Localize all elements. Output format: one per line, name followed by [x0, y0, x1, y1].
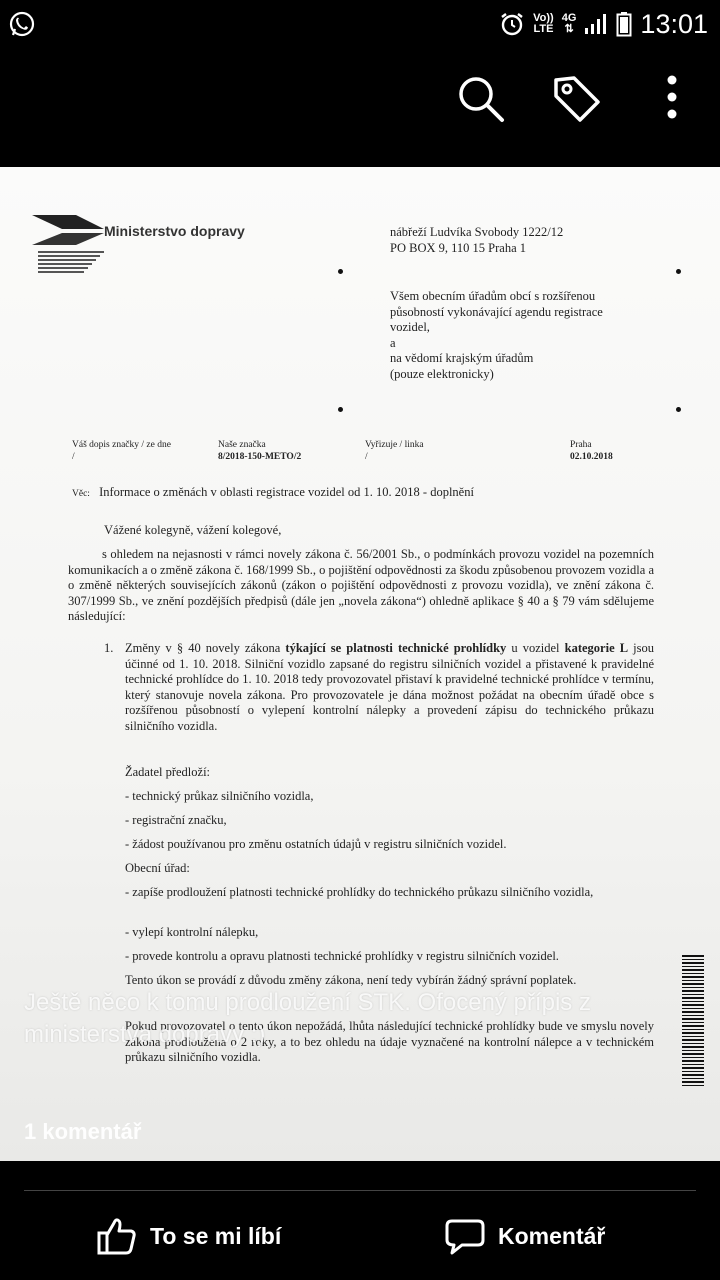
intro-paragraph: s ohledem na nejasnosti v rámci novely zákona č. 56/2001 Sb., o podmínkách provozu vozidel na pozemních komunikacích a o změně zákona č. 168/1999 Sb., o pojištění odpovědnosti za škodu způsobenou provozem vozidla a o změně některých souvisejících zákonů (zákon o pojištění odpovědnosti z provozu vozidla), ve znění zákona č. 307/1999 Sb., ve znění pozdějších předpisů (dále jen „novela zákona“) ohledně aplikace § 40 a § 79 vám sdělujeme následující: [68, 547, 654, 623]
ref-value: 02.10.2018 [570, 452, 613, 462]
item-paragraph [125, 641, 654, 734]
battery-icon [616, 11, 632, 37]
dot [676, 269, 681, 274]
office-item: - zapíše prodloužení platnosti technické prohlídky do technického průkazu silničního vozidla, [125, 885, 594, 899]
more-vert-icon[interactable] [644, 70, 700, 126]
dot [338, 407, 343, 412]
network-indicator [562, 13, 577, 35]
address-line: PO BOX 9, 110 15 Praha 1 [390, 240, 526, 255]
ref-value: / [365, 452, 368, 462]
ref-label: Praha [570, 440, 592, 450]
applicant-item: - technický průkaz silničního vozidla, [125, 789, 314, 803]
post-caption[interactable]: Ještě něco k tomu prodloužení STK. Ofocený přípis z ministerstva dopravy :) [24, 989, 591, 1048]
item-number: 1. [104, 641, 114, 655]
recipient-line: na vědomí krajským úřadům [390, 351, 534, 365]
volte-indicator [533, 13, 554, 35]
ref-value: / [72, 452, 75, 462]
divider [24, 1190, 696, 1191]
fee-note: Tento úkon se provádí z důvodu změny zákona, není tedy vybírán žádný správní poplatek. [125, 973, 577, 987]
search-icon[interactable] [452, 70, 508, 126]
item-bold: kategorie L [564, 641, 629, 655]
bottom-bar [0, 1161, 720, 1280]
action-bar [0, 50, 720, 167]
item-text: u vozidel [506, 641, 565, 655]
office-item: - vylepí kontrolní nálepku, [125, 925, 259, 939]
volte-label: Vo)) [533, 12, 554, 24]
applicant-item: - žádost používanou pro změnu ostatních údajů v registru silničních vozidel. [125, 837, 507, 851]
comments-count[interactable]: 1 komentář [24, 1119, 142, 1144]
applicant-item: - registrační značku, [125, 813, 227, 827]
dot [676, 407, 681, 412]
ref-value: 8/2018-150-METO/2 [218, 452, 302, 462]
thumbs-up-icon [96, 1215, 138, 1257]
final-paragraph: Pokud provozovatel o tento úkon nepožádá, lhůta následující technické prohlídky bude ve smyslu novely zákona prodloužena o 2 roky, a to bez ohledu na údaje vyznačené na kontrolní nálepce a v technickém průkazu silničního vozidla. [125, 1019, 654, 1064]
like-button[interactable] [96, 1213, 281, 1259]
ministry-name: Ministerstvo dopravy [104, 223, 245, 239]
ref-handled [365, 439, 424, 463]
item-text: jsou účinné od 1. 10. 2018. Silniční vozidlo zapsané do registru silničních vozidel a přistavené k pravidelné technické prohlídce do 1. 10. 2018 tedy provozovatel přistaví k pravidelné technické prohlídce v termínu, který stanovuje novela zákona. Pro provozovatele je dána možnost požádat na obecním úřadě obce s rozšířenou působností o vylepení kontrolní nálepky a provedení zápisu do technického průkazu silničního vozidla. [125, 641, 654, 733]
office-heading: Obecní úřad: [125, 861, 190, 875]
data-arrows-icon: ⇅ [564, 23, 574, 35]
subject-text: Informace o změnách v oblasti registrace vozidel od 1. 10. 2018 - doplnění [99, 485, 474, 499]
address-line: nábřeží Ludvíka Svobody 1222/12 [390, 225, 564, 239]
post-photo[interactable] [0, 167, 720, 1161]
ministry-address [390, 225, 563, 256]
ref-label: Naše značka [218, 440, 266, 450]
comment-label: Komentář [498, 1222, 606, 1249]
tag-icon[interactable] [548, 70, 604, 126]
whatsapp-notification-icon [8, 10, 36, 38]
item-bold: týkající se platnosti technické prohlídky [285, 641, 507, 655]
comment-button[interactable] [444, 1213, 605, 1259]
ref-our [218, 439, 301, 463]
network-label: 4G [561, 12, 577, 24]
status-bar [0, 0, 720, 50]
greeting: Vážené kolegyně, vážení kolegové, [104, 523, 282, 537]
subject-line [72, 485, 672, 501]
alarm-icon [499, 11, 525, 37]
signal-icon [584, 13, 608, 35]
applicant-heading: Žadatel předloží: [125, 765, 211, 779]
recipient-line: vozidel, [390, 320, 430, 334]
office-item: - provede kontrolu a opravu platnosti technické prohlídky v registru silničních vozidel. [125, 949, 559, 963]
dot [338, 269, 343, 274]
comment-bubble-icon [444, 1215, 486, 1257]
ref-date [570, 439, 613, 463]
recipient-block [390, 289, 603, 382]
ref-label: Váš dopis značky / ze dne [72, 440, 171, 450]
like-label: To se mi líbí [150, 1222, 282, 1249]
item-text: Změny v § 40 novely zákona [125, 641, 286, 655]
recipient-line: Všem obecním úřadům obcí s rozšířenou [390, 289, 596, 303]
subject-label: Věc: [72, 489, 90, 499]
recipient-line: (pouze elektronicky) [390, 366, 494, 381]
clock: 13:01 [640, 8, 708, 39]
recipient-line: a [390, 335, 396, 350]
ref-your-letter [72, 439, 171, 463]
ministry-logo-icon [32, 215, 108, 275]
ref-label: Vyřizuje / linka [365, 440, 424, 450]
recipient-line: působností vykonávající agendu registrace [390, 304, 603, 319]
lte-label: LTE [533, 23, 554, 35]
